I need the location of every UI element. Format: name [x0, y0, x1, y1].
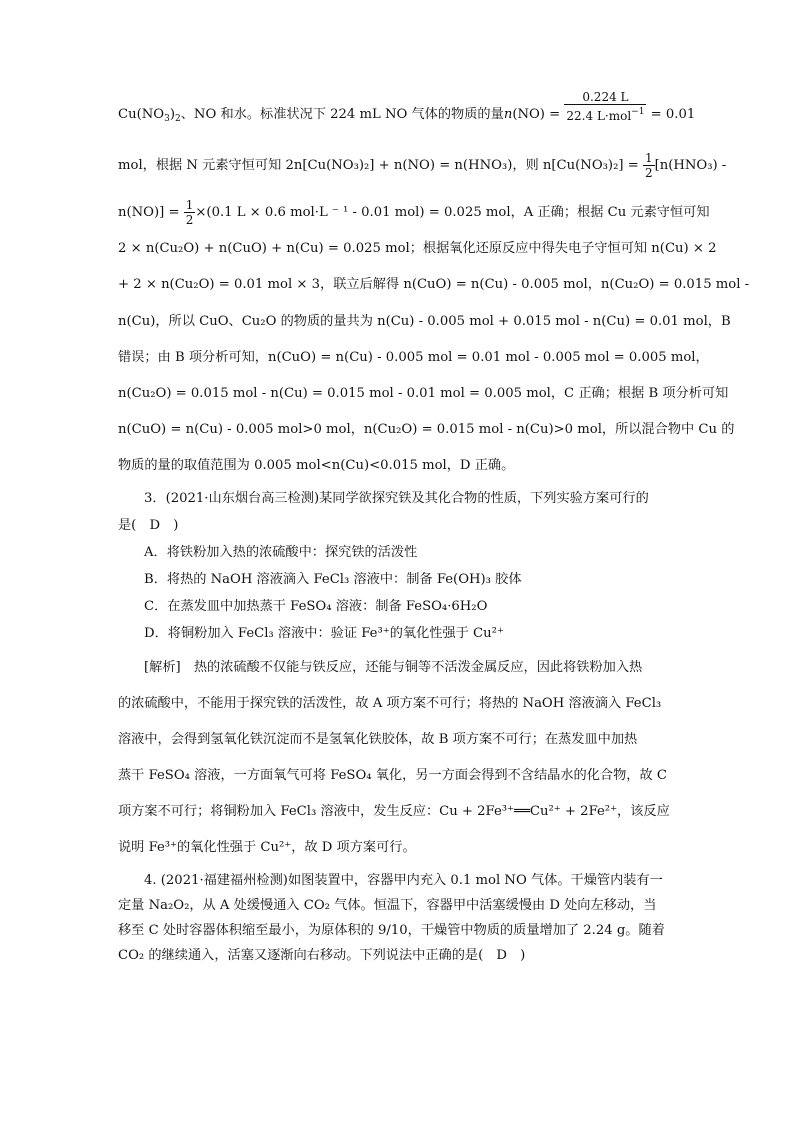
question-4-line-2: 定量 Na₂O₂，从 A 处缓慢通入 CO₂ 气体。恒温下，容器甲中活塞缓慢由 D 处向左移动，当 [118, 898, 657, 913]
text-span: n [503, 107, 513, 122]
text-span: 、NO 和水。标准状况下 224 mL NO 气体的物质的量 [180, 107, 504, 122]
text-span: ×(0.1 L × 0.6 mol·L ⁻ ¹ - 0.01 mol) = 0.025 mol，A 正确；根据 Cu 元素守恒可知 [195, 205, 710, 220]
text-span: [n(HNO₃) - [654, 158, 727, 173]
fraction-denominator: 2 [644, 166, 653, 180]
fraction-denominator: 22.4 L·mol [566, 109, 632, 123]
question-4-line-1: 4. (2021·福建福州检测)如图装置中，容器甲内充入 0.1 mol NO 气体。干燥管内装有一 [144, 873, 663, 888]
analysis-line-5: + 2 × n(Cu₂O) = 0.01 mol × 3，联立后解得 n(CuO) = n(Cu) - 0.005 mol，n(Cu₂O) = 0.015 mol - [118, 277, 750, 292]
explanation-line-3: 溶液中，会得到氢氧化铁沉淀而不是氢氧化铁胶体，故 B 项方案不可行；在蒸发皿中加热 [118, 732, 638, 747]
analysis-line-3 [118, 198, 710, 227]
option-b: B．将热的 NaOH 溶液滴入 FeCl₃ 溶液中：制备 Fe(OH)₃ 胶体 [144, 572, 522, 587]
explanation-line-2: 的浓硫酸中，不能用于探究铁的活泼性，故 A 项方案不可行；将热的 NaOH 溶液滴入 FeCl₃ [118, 696, 662, 711]
fraction-half [643, 151, 655, 180]
analysis-line-9: n(CuO) = n(Cu) - 0.005 mol>0 mol，n(Cu₂O) = 0.015 mol - n(Cu)>0 mol，所以混合物中 Cu 的 [118, 422, 735, 437]
analysis-line-7: 错误；由 B 项分析可知，n(CuO) = n(Cu) - 0.005 mol = 0.01 mol - 0.005 mol = 0.005 mol， [118, 350, 709, 365]
fraction-molar [564, 90, 646, 123]
explanation-line-1: [解析] 热的浓硫酸不仅能与铁反应，还能与铜等不活泼金属反应，因此将铁粉加入热 [144, 660, 643, 675]
text-span: (NO) = [512, 107, 561, 122]
text-span: = 0.01 [650, 107, 696, 122]
option-d: D．将铜粉加入 FeCl₃ 溶液中：验证 Fe³⁺的氧化性强于 Cu²⁺ [144, 626, 504, 641]
analysis-line-6: n(Cu)，所以 CuO、Cu₂O 的物质的量共为 n(Cu) - 0.005 mol + 0.015 mol - n(Cu) = 0.01 mol，B [118, 314, 731, 329]
fraction-numerator: 1 [185, 198, 194, 212]
analysis-line-10: 物质的量的取值范围为 0.005 mol<n(Cu)<0.015 mol，D 正确。 [118, 458, 515, 473]
fraction-half [184, 198, 196, 227]
option-a: A．将铁粉加入热的浓硫酸中：探究铁的活泼性 [144, 545, 418, 560]
explanation-line-4: 蒸干 FeSO₄ 溶液，一方面氧气可将 FeSO₄ 氧化，另一方面会得到不含结晶水的化合物，故 C [118, 768, 667, 783]
question-3-stem: 3．(2021·山东烟台高三检测)某同学欲探究铁及其化合物的性质，下列实验方案可行的 [144, 491, 649, 506]
fraction-numerator: 0.224 L [564, 90, 646, 105]
text-span: mol，根据 N 元素守恒可知 2n[Cu(NO₃)₂] + n(NO) = n(HNO₃)，则 n[Cu(NO₃)₂] = [118, 158, 639, 173]
analysis-line-4: 2 × n(Cu₂O) + n(CuO) + n(Cu) = 0.025 mol；根据氧化还原反应中得失电子守恒可知 n(Cu) × 2 [118, 241, 717, 256]
text-span: Cu(NO [118, 107, 165, 122]
analysis-line-2 [118, 151, 726, 180]
fraction-denominator: 2 [185, 213, 194, 227]
analysis-line-1: $Cu(NO_3)_2$、NO 和水。标准状况下 224 mL NO 气体的物质的量n(NO) = 0.224 L 22.4 L·mol$^{-1}$ = 0.01 [118, 90, 696, 124]
text-span: ) [169, 107, 175, 122]
question-4-line-4: CO₂ 的继续通入，活塞又逐渐向右移动。下列说法中正确的是( D ) [118, 948, 526, 963]
fraction-numerator: 1 [644, 151, 653, 165]
superscript: −1 [631, 107, 645, 117]
analysis-line-8: n(Cu₂O) = 0.015 mol - n(Cu) = 0.015 mol - 0.01 mol = 0.005 mol，C 正确；根据 B 项分析可知 [118, 386, 729, 401]
explanation-line-6: 说明 Fe³⁺的氧化性强于 Cu²⁺，故 D 项方案可行。 [118, 840, 416, 855]
text-span: n(NO)] = [118, 205, 180, 220]
question-4-line-3: 移至 C 处时容器体积缩至最小，为原体积的 9/10，干燥管中物质的质量增加了 2.24 g。随着 [118, 923, 665, 938]
option-c: C．在蒸发皿中加热蒸干 FeSO₄ 溶液：制备 FeSO₄·6H₂O [144, 599, 488, 614]
question-3-answer: 是( D ) [118, 518, 179, 533]
explanation-line-5: 项方案不可行；将铜粉加入 FeCl₃ 溶液中，发生反应：Cu + 2Fe³⁺══Cu²⁺ + 2Fe²⁺，该反应 [118, 804, 670, 819]
